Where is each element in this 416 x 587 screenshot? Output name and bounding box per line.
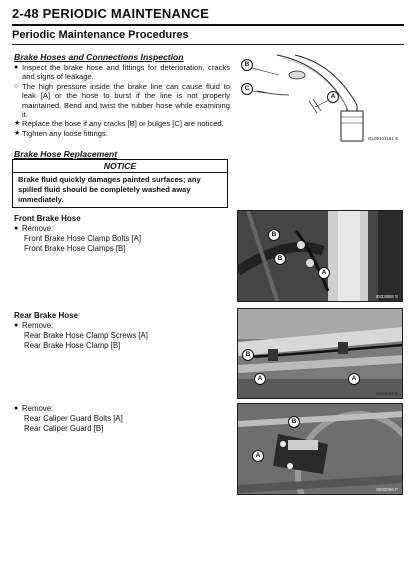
caliper-guard-photo: [237, 403, 403, 495]
list-item: Front Brake Hose Clamps [B]: [24, 244, 126, 253]
notice-text: Brake fluid quickly damages painted surfaces; any spilled fluid should be completely washed away immediately.: [18, 175, 201, 204]
figure-label: B: [274, 253, 286, 265]
list-item: Rear Caliper Guard Bolts [A]: [24, 414, 123, 423]
rear-hose-list: [14, 321, 148, 351]
rear-hose-heading: Rear Brake Hose: [14, 311, 79, 320]
figure-label: A: [327, 91, 339, 103]
figure-id: I0I33069 S: [376, 391, 398, 396]
step-text: The high pressure inside the brake line can cause fluid to leak [A] or the hose to burst if the line is not properly maintained. Bend and twist the rubber hose while examining it.: [22, 81, 230, 120]
step-text: Replace the hose if any cracks [B] or bulges [C] are noticed.: [22, 119, 224, 129]
inspection-heading: Brake Hoses and Connections Inspection: [14, 52, 184, 62]
figure-label: A: [318, 267, 330, 279]
bullet-marker: ●: [14, 405, 19, 412]
inspection-step: [14, 63, 230, 82]
list-item: Rear Brake Hose Clamp Screws [A]: [24, 331, 148, 340]
step-text: Tighten any loose fittings.: [22, 128, 108, 138]
step-marker: ○: [14, 82, 19, 90]
step-marker: ●: [14, 64, 19, 71]
header-rule: [12, 24, 404, 26]
remove-line: [14, 224, 141, 234]
step-marker: ★: [14, 129, 21, 137]
front-hose-list: [14, 224, 141, 254]
inspection-steps: [14, 63, 230, 138]
figure-label: A: [252, 450, 264, 462]
figure-label: B: [241, 59, 253, 71]
list-item: Rear Brake Hose Clamp [B]: [24, 341, 121, 350]
figure-label: B: [268, 229, 280, 241]
replacement-heading: Brake Hose Replacement: [14, 149, 118, 159]
page-title: 2-48 PERIODIC MAINTENANCE: [12, 6, 210, 21]
inspection-step: [14, 119, 230, 128]
brake-hose-illustration: [237, 53, 402, 143]
notice-label: NOTICE: [13, 160, 227, 173]
front-hose-photo-art: [238, 211, 403, 302]
remove-label: Remove:: [22, 404, 54, 413]
step-marker: ★: [14, 120, 21, 128]
inspection-step: [14, 129, 230, 138]
caliper-guard-photo-art: [238, 404, 403, 495]
step-text: Inspect the brake hose and fittings for deterioration, cracks and signs of leakage.: [22, 63, 230, 82]
rear-hose-photo: [237, 308, 403, 399]
notice-box: [12, 159, 228, 208]
figure-label: C: [241, 83, 253, 95]
section-rule: [12, 44, 404, 45]
hose-drawing: [237, 53, 402, 143]
figure-id: I0I330B8 S: [375, 294, 398, 299]
section-title: Periodic Maintenance Procedures: [12, 29, 189, 41]
front-hose-photo: [237, 210, 403, 302]
list-item: Rear Caliper Guard [B]: [24, 424, 104, 433]
remove-label: Remove:: [22, 321, 54, 330]
remove-label: Remove:: [22, 224, 54, 233]
bullet-marker: ●: [14, 225, 19, 232]
figure-label: B: [288, 416, 300, 428]
front-hose-heading: Front Brake Hose: [14, 214, 81, 223]
figure-id: GL06101161 S: [368, 136, 398, 141]
figure-id: I0I33066 P: [376, 487, 398, 492]
figure-label: B: [242, 349, 254, 361]
bullet-marker: ●: [14, 322, 19, 329]
remove-line: [14, 321, 148, 331]
caliper-guard-list: [14, 404, 123, 434]
remove-line: [14, 404, 123, 414]
inspection-step: [14, 82, 230, 120]
figure-label: A: [348, 373, 360, 385]
figure-label: A: [254, 373, 266, 385]
list-item: Front Brake Hose Clamp Bolts [A]: [24, 234, 141, 243]
rear-hose-photo-art: [238, 309, 403, 399]
